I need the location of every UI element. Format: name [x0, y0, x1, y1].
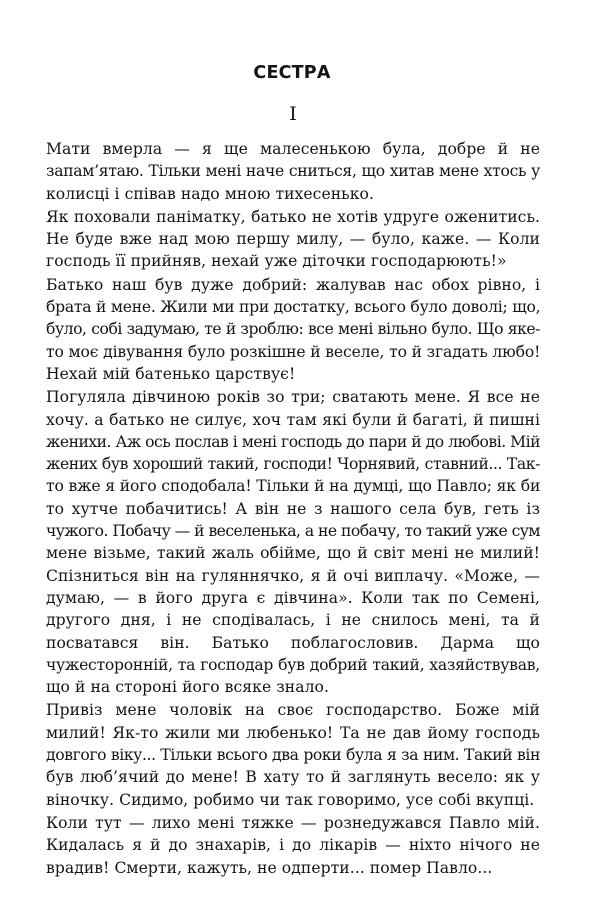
paragraph — [46, 206, 540, 273]
text-line: думаю, — в його друга є дівчина». Коли так по Семені, — [46, 588, 540, 607]
story-title: СЕСТРА — [253, 63, 331, 83]
text-line: було, собі задумаю, те й зроблю: все мені вільно було. Що яке- — [46, 320, 540, 339]
paragraph — [46, 138, 540, 205]
paragraph — [46, 812, 540, 879]
paragraph — [46, 386, 540, 698]
text-line: милий! Як-то жили ми любенько! Та не дав йому господь — [46, 723, 540, 742]
text-line: чужого. Побачу — й веселенька, а не побачу, то такий уже сум — [46, 522, 540, 541]
text-line: жених був хороший такий, господи! Чорнявий, ставний... Так- — [46, 455, 540, 474]
text-line: посватався він. Батько поблагословив. Дарма що — [46, 633, 540, 652]
text-line: був люб’ячий до мене! В хату то й заглянуть весело: як у — [46, 768, 540, 787]
text-line: Мати вмерла — я ще малесенькою була, добре й не — [46, 140, 540, 158]
text-line: Привіз мене чоловік на своє господарство. Боже мій — [46, 701, 540, 720]
text-line: брата й мене. Жили ми при достатку, всього було доволі; що, — [46, 298, 541, 317]
paragraph — [46, 699, 540, 810]
text-line: чужесторонній, та господар був добрий такий, хазяйствував, — [46, 655, 540, 674]
text-line: Нехай мій батенько царствує! — [46, 364, 296, 383]
text-line: Як поховали паніматку, батько не хотів удруге оженитись. — [46, 207, 540, 226]
text-line: Батько наш був дуже добрий: жалував нас обох рівно, і — [46, 275, 540, 294]
text-line: що й на стороні його всяке знало. — [46, 678, 329, 697]
text-line: господь її прийняв, нехай уже діточки господарюють!» — [46, 252, 507, 271]
chapter-number: I — [289, 103, 297, 125]
text-line: запам’ятаю. Тільки мені наче сниться, що хитав мене хтось у — [46, 162, 540, 181]
text-line: Не буде вже над мою першу милу, — було, каже. — Коли — [46, 230, 540, 249]
text-line: довгого віку... Тільки всього два роки була я за ним. Такий він — [46, 746, 540, 765]
text-line: то хутче побачитись! А він не з нашого села був, геть із — [46, 499, 540, 518]
text-line: другого дня, і не сподівалась, і не снилось мені, та й — [46, 611, 540, 630]
text-line: Коли тут — лихо мені тяжке — рознедужався Павло мій. — [46, 813, 540, 832]
text-line: врадив! Смерти, кажуть, не одперти... помер Павло... — [46, 858, 493, 877]
text-line: колисці і співав надо мною тихесенько. — [46, 184, 374, 203]
story-text — [46, 138, 540, 879]
book-page — [46, 56, 540, 879]
text-line: то вже я його сподобала! Тільки й на думці, що Павло; як би — [46, 477, 541, 496]
text-line: то моє дівування було розкішне й веселе, то й згадать любо! — [46, 342, 541, 361]
text-line: Спізниться він на гуляннячко, я й очі виплачу. «Може, — — [46, 566, 540, 585]
text-line: мене візьме, такий жаль обійме, що й світ мені не милий! — [46, 544, 540, 563]
paragraph — [46, 274, 540, 385]
text-line: віночку. Сидимо, робимо чи так говоримо, усе собі вкупці. — [46, 790, 535, 809]
text-line: Кидалась я й до знахарів, і до лікарів — ніхто нічого не — [46, 836, 540, 855]
text-line: женихи. Аж ось послав і мені господь до пари й до любові. Мій — [46, 432, 540, 451]
text-line: Погуляла дівчиною років зо три; сватають мене. Я все не — [46, 388, 540, 407]
text-line: хочу. а батько не силує, хоч там які були й багаті, й пишні — [46, 410, 540, 429]
